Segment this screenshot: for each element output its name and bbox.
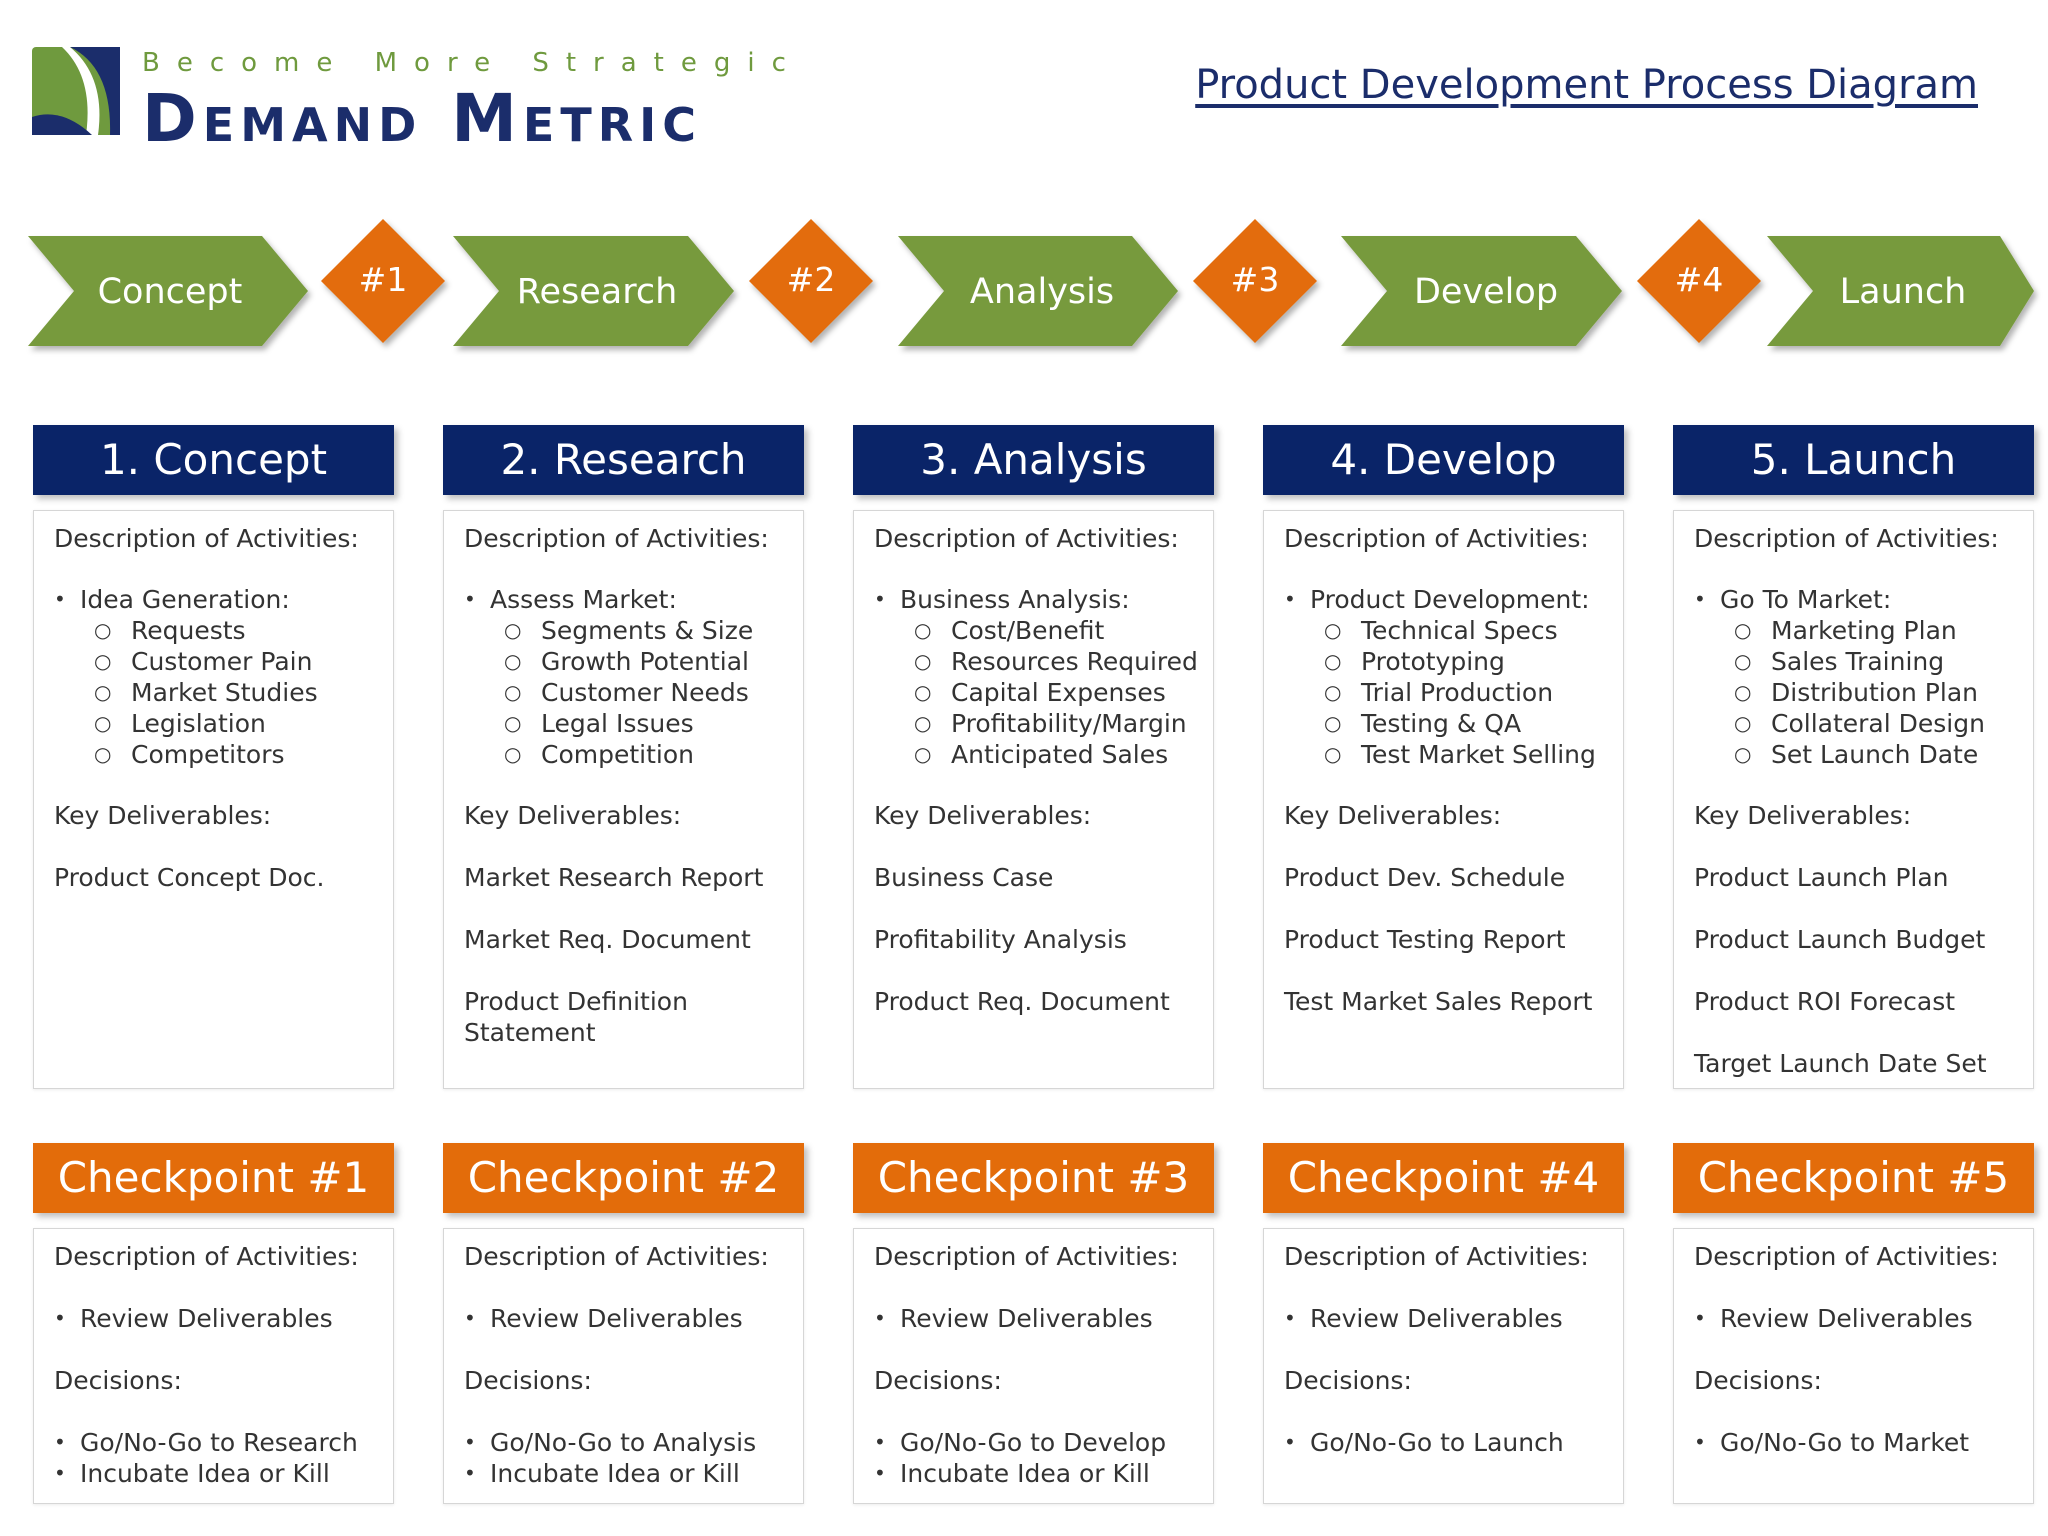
bullet-icon: • xyxy=(1694,587,1706,611)
circle-bullet-icon: ○ xyxy=(914,618,932,642)
sub-activity: Anticipated Sales xyxy=(951,740,1169,769)
checkpoint-details-box xyxy=(33,1228,394,1504)
bullet-icon: • xyxy=(464,587,476,611)
circle-bullet-icon: ○ xyxy=(504,711,522,735)
bullet-icon: • xyxy=(1694,1306,1706,1330)
deliverable-item: Product Dev. Schedule xyxy=(1284,863,1566,892)
deliverable-item: Product Req. Document xyxy=(874,987,1170,1016)
description-label: Description of Activities: xyxy=(1694,1242,1999,1271)
description-label: Description of Activities: xyxy=(54,524,359,553)
circle-bullet-icon: ○ xyxy=(914,680,932,704)
checkpoint-header: Checkpoint #4 xyxy=(1263,1143,1624,1213)
sub-activity: Customer Pain xyxy=(131,647,313,676)
bullet-icon: • xyxy=(464,1430,476,1454)
phase-header: 5. Launch xyxy=(1673,425,2034,495)
bullet-icon: • xyxy=(874,1306,886,1330)
circle-bullet-icon: ○ xyxy=(504,618,522,642)
bullet-icon: • xyxy=(874,1430,886,1454)
checkpoint-details-box xyxy=(443,1228,804,1504)
circle-bullet-icon: ○ xyxy=(1324,680,1342,704)
decisions-label: Decisions: xyxy=(874,1366,1002,1395)
circle-bullet-icon: ○ xyxy=(1324,649,1342,673)
logo-tagline: Become More Strategic xyxy=(142,48,803,78)
deliverable-item: Product Launch Budget xyxy=(1694,925,1986,954)
decision-item: Go/No-Go to Launch xyxy=(1310,1428,1564,1457)
description-label: Description of Activities: xyxy=(464,524,769,553)
circle-bullet-icon: ○ xyxy=(504,680,522,704)
sub-activity: Prototyping xyxy=(1361,647,1505,676)
circle-bullet-icon: ○ xyxy=(1734,618,1752,642)
sub-activity: Test Market Selling xyxy=(1361,740,1596,769)
circle-bullet-icon: ○ xyxy=(94,618,112,642)
circle-bullet-icon: ○ xyxy=(914,711,932,735)
bullet-icon: • xyxy=(874,587,886,611)
checkpoint-activity: Review Deliverables xyxy=(490,1304,743,1333)
stage-label-develop: Develop xyxy=(1413,272,1559,312)
sub-activity: Competition xyxy=(541,740,694,769)
circle-bullet-icon: ○ xyxy=(914,649,932,673)
checkpoint-activity: Review Deliverables xyxy=(80,1304,333,1333)
deliverable-item: Test Market Sales Report xyxy=(1284,987,1593,1016)
decisions-label: Decisions: xyxy=(1694,1366,1822,1395)
deliverables-label: Key Deliverables: xyxy=(1284,801,1502,830)
phase-details-box xyxy=(853,510,1214,1089)
circle-bullet-icon: ○ xyxy=(94,649,112,673)
deliverable-item: Market Req. Document xyxy=(464,925,751,954)
checkpoint-activity: Review Deliverables xyxy=(900,1304,1153,1333)
phase-header: 3. Analysis xyxy=(853,425,1214,495)
deliverables-label: Key Deliverables: xyxy=(1694,801,1912,830)
decision-item: Go/No-Go to Research xyxy=(80,1428,358,1457)
bullet-icon: • xyxy=(54,1306,66,1330)
gate-label-3: #3 xyxy=(1230,260,1280,299)
process-flow xyxy=(0,210,2048,360)
phase-details-box xyxy=(1263,510,1624,1089)
stage-label-analysis: Analysis xyxy=(969,272,1115,312)
sub-activity: Sales Training xyxy=(1771,647,1945,676)
bullet-icon: • xyxy=(1284,1306,1296,1330)
decision-item: Go/No-Go to Analysis xyxy=(490,1428,757,1457)
circle-bullet-icon: ○ xyxy=(504,649,522,673)
decision-item: Incubate Idea or Kill xyxy=(490,1459,740,1488)
circle-bullet-icon: ○ xyxy=(1734,742,1752,766)
sub-activity: Profitability/Margin xyxy=(951,709,1187,738)
phase-header: 4. Develop xyxy=(1263,425,1624,495)
phase-header: 1. Concept xyxy=(33,425,394,495)
demand-metric-logo xyxy=(32,44,832,157)
bullet-icon: • xyxy=(1694,1430,1706,1454)
checkpoint-activity: Review Deliverables xyxy=(1720,1304,1973,1333)
gate-label-2: #2 xyxy=(786,260,836,299)
sub-activity: Trial Production xyxy=(1361,678,1554,707)
description-label: Description of Activities: xyxy=(1694,524,1999,553)
circle-bullet-icon: ○ xyxy=(1734,711,1752,735)
phase-details-box xyxy=(1673,510,2034,1089)
decision-item: Go/No-Go to Develop xyxy=(900,1428,1167,1457)
description-label: Description of Activities: xyxy=(1284,1242,1589,1271)
description-label: Description of Activities: xyxy=(1284,524,1589,553)
main-activity: Product Development: xyxy=(1310,585,1590,614)
bullet-icon: • xyxy=(464,1306,476,1330)
deliverables-label: Key Deliverables: xyxy=(874,801,1092,830)
bullet-icon: • xyxy=(1284,1430,1296,1454)
circle-bullet-icon: ○ xyxy=(94,711,112,735)
sub-activity: Segments & Size xyxy=(541,616,754,645)
decisions-label: Decisions: xyxy=(1284,1366,1412,1395)
decisions-label: Decisions: xyxy=(464,1366,592,1395)
deliverable-item: Product Launch Plan xyxy=(1694,863,1949,892)
sub-activity: Marketing Plan xyxy=(1771,616,1957,645)
bullet-icon: • xyxy=(54,587,66,611)
checkpoint-header: Checkpoint #2 xyxy=(443,1143,804,1213)
circle-bullet-icon: ○ xyxy=(1324,742,1342,766)
checkpoint-details-box xyxy=(1673,1228,2034,1504)
circle-bullet-icon: ○ xyxy=(1734,680,1752,704)
bullet-icon: • xyxy=(464,1461,476,1485)
page-title: Product Development Process Diagram xyxy=(1195,62,1978,108)
phase-header: 2. Research xyxy=(443,425,804,495)
decision-item: Incubate Idea or Kill xyxy=(80,1459,330,1488)
deliverables-label: Key Deliverables: xyxy=(54,801,272,830)
sub-activity: Testing & QA xyxy=(1361,709,1522,738)
main-activity: Idea Generation: xyxy=(80,585,290,614)
logo-mark-icon xyxy=(32,47,120,135)
bullet-icon: • xyxy=(54,1430,66,1454)
decisions-label: Decisions: xyxy=(54,1366,182,1395)
description-label: Description of Activities: xyxy=(874,524,1179,553)
gate-label-4: #4 xyxy=(1674,260,1724,299)
deliverable-item: Market Research Report xyxy=(464,863,764,892)
circle-bullet-icon: ○ xyxy=(1734,649,1752,673)
checkpoint-header: Checkpoint #5 xyxy=(1673,1143,2034,1213)
logo-brand-name: Demand Metric xyxy=(142,80,703,157)
bullet-icon: • xyxy=(1284,587,1296,611)
description-label: Description of Activities: xyxy=(464,1242,769,1271)
sub-activity: Technical Specs xyxy=(1361,616,1558,645)
stage-label-research: Research xyxy=(516,272,678,312)
decision-item: Incubate Idea or Kill xyxy=(900,1459,1150,1488)
sub-activity: Growth Potential xyxy=(541,647,749,676)
sub-activity: Capital Expenses xyxy=(951,678,1166,707)
sub-activity: Competitors xyxy=(131,740,285,769)
circle-bullet-icon: ○ xyxy=(94,680,112,704)
circle-bullet-icon: ○ xyxy=(914,742,932,766)
bullet-icon: • xyxy=(874,1461,886,1485)
deliverable-item: Profitability Analysis xyxy=(874,925,1127,954)
deliverable-item: Product Testing Report xyxy=(1284,925,1566,954)
stage-label-launch: Launch xyxy=(1839,272,1967,312)
gate-label-1: #1 xyxy=(358,260,408,299)
checkpoint-header: Checkpoint #3 xyxy=(853,1143,1214,1213)
deliverables-label: Key Deliverables: xyxy=(464,801,682,830)
circle-bullet-icon: ○ xyxy=(94,742,112,766)
deliverable-item: Target Launch Date Set xyxy=(1694,1049,1987,1078)
sub-activity: Customer Needs xyxy=(541,678,749,707)
sub-activity: Distribution Plan xyxy=(1771,678,1978,707)
decision-item: Go/No-Go to Market xyxy=(1720,1428,1970,1457)
bullet-icon: • xyxy=(54,1461,66,1485)
sub-activity: Set Launch Date xyxy=(1771,740,1979,769)
sub-activity: Market Studies xyxy=(131,678,318,707)
deliverable-item: Product Concept Doc. xyxy=(54,863,325,892)
circle-bullet-icon: ○ xyxy=(504,742,522,766)
sub-activity: Resources Required xyxy=(951,647,1198,676)
description-label: Description of Activities: xyxy=(54,1242,359,1271)
phase-details-box xyxy=(443,510,804,1089)
main-activity: Assess Market: xyxy=(490,585,677,614)
sub-activity: Legal Issues xyxy=(541,709,694,738)
main-activity: Go To Market: xyxy=(1720,585,1892,614)
deliverable-item: Product ROI Forecast xyxy=(1694,987,1956,1016)
description-label: Description of Activities: xyxy=(874,1242,1179,1271)
checkpoint-header: Checkpoint #1 xyxy=(33,1143,394,1213)
sub-activity: Requests xyxy=(131,616,246,645)
sub-activity: Legislation xyxy=(131,709,266,738)
circle-bullet-icon: ○ xyxy=(1324,711,1342,735)
deliverable-item: Business Case xyxy=(874,863,1054,892)
sub-activity: Cost/Benefit xyxy=(951,616,1105,645)
deliverable-item: Product Definition Statement xyxy=(464,987,688,1047)
checkpoint-details-box xyxy=(1263,1228,1624,1504)
checkpoint-details-box xyxy=(853,1228,1214,1504)
phase-details-box xyxy=(33,510,394,1089)
main-activity: Business Analysis: xyxy=(900,585,1130,614)
stage-label-concept: Concept xyxy=(97,272,243,312)
circle-bullet-icon: ○ xyxy=(1324,618,1342,642)
sub-activity: Collateral Design xyxy=(1771,709,1985,738)
checkpoint-activity: Review Deliverables xyxy=(1310,1304,1563,1333)
